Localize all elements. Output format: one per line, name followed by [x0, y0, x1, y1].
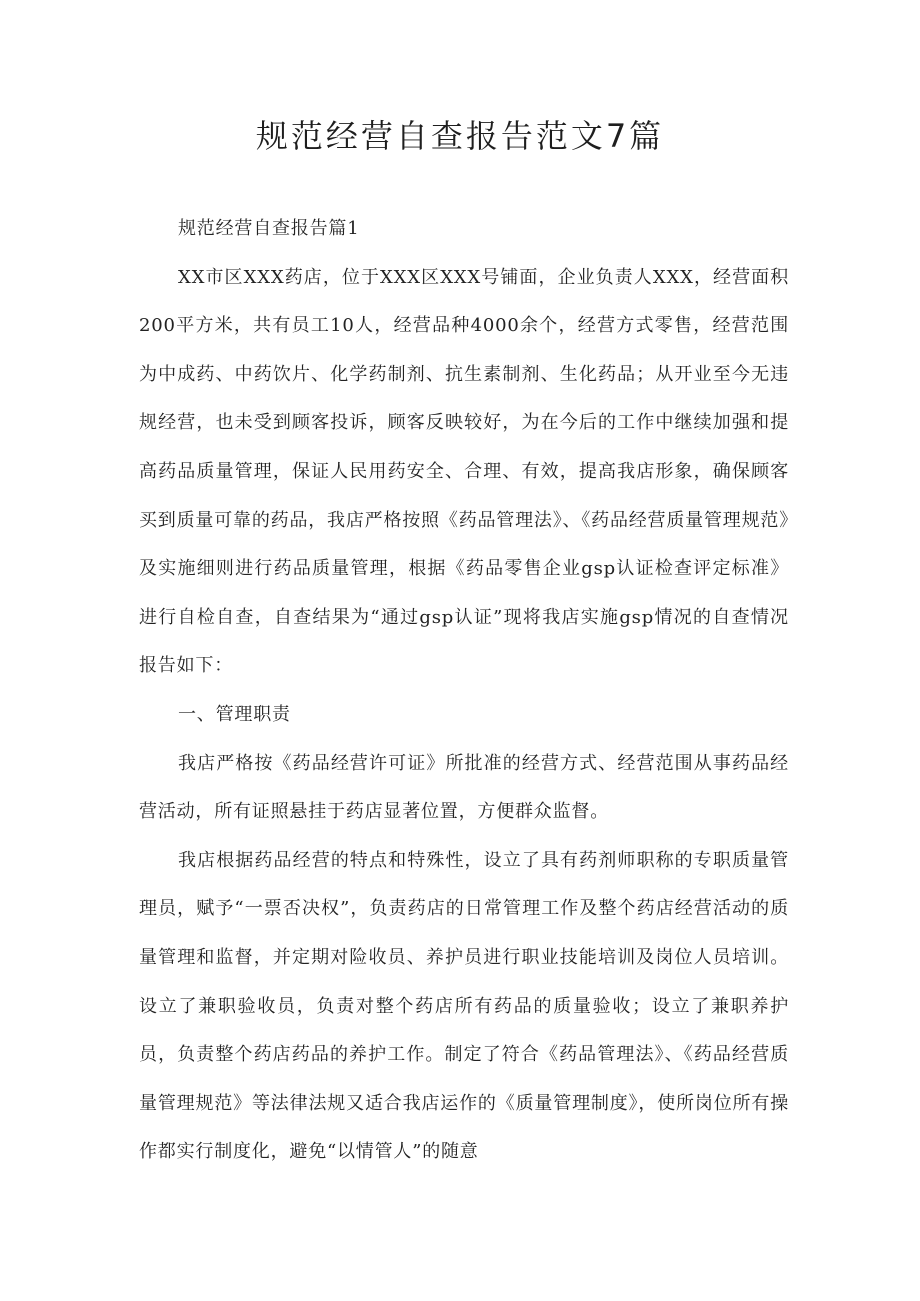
paragraph-license: 我店严格按《药品经营许可证》所批准的经营方式、经营范围从事药品经营活动，所有证照悬挂于药店显著位置，方便群众监督。	[139, 752, 789, 823]
document-title: 规范经营自查报告范文7篇	[255, 117, 665, 155]
paragraph-quality-management: 我店根据药品经营的特点和特殊性，设立了具有药剂师职称的专职质量管理员，赋予“一票否决权”，负责药店的日常管理工作及整个药店经营活动的质量管理和监督，并定期对险收员、养护员进行职业技能培训及岗位人员培训。设立了兼职验收员，负责对整个药店所有药品的质量验收；设立了兼职养护员，负责整个药店药品的养护工作。制定了符合《药品管理法》、《药品经营质量管理规范》等法律法规又适合我店运作的《质量管理制度》，使所岗位所有操作都实行制度化，避免“以情管人”的随意	[139, 849, 789, 1163]
paragraph-intro: XX市区XXX药店，位于XXX区XXX号铺面，企业负责人XXX，经营面积200平方米，共有员工10人，经营品种4000余个，经营方式零售，经营范围为中成药、中药饮片、化学药制剂、抗生素制剂、生化药品；从开业至今无违规经营，也未受到顾客投诉，顾客反映较好，为在今后的工作中继续加强和提高药品质量管理，保证人民用药安全、合理、有效，提高我店形象，确保顾客买到质量可靠的药品，我店严格按照《药品管理法》、《药品经营质量管理规范》及实施细则进行药品质量管理，根据《药品零售企业gsp认证检查评定标准》进行自检自查，自查结果为“通过gsp认证”现将我店实施gsp情况的自查情况报告如下：	[139, 266, 789, 677]
section-heading: 规范经营自查报告篇1	[178, 218, 360, 239]
subheading-management-duties: 一、管理职责	[178, 703, 291, 725]
document-body	[139, 205, 789, 1177]
